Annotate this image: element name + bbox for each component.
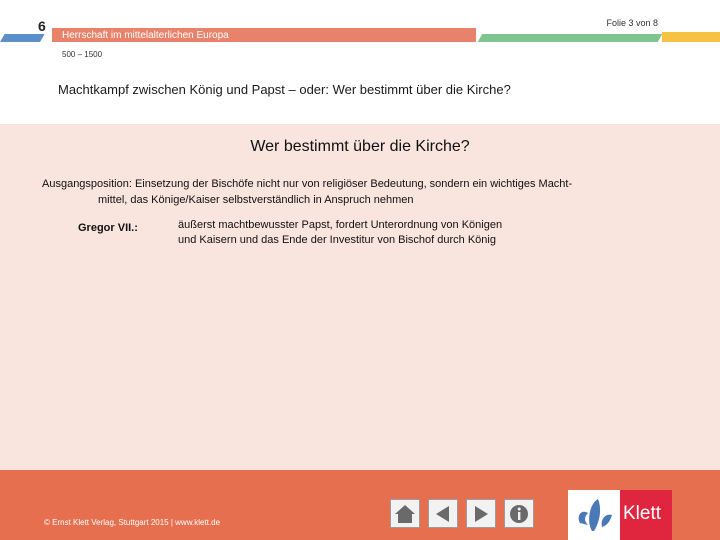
- chapter-number: 6: [38, 18, 46, 34]
- info-icon: [508, 503, 530, 525]
- klett-logo-text: Klett: [623, 503, 662, 524]
- intro-line-2: mittel, das Könige/Kaiser selbstverständlich in Anspruch nehmen: [98, 194, 414, 206]
- copyright-text: © Ernst Klett Verlag, Stuttgart 2015 | www.klett.de: [44, 518, 221, 527]
- intro-line-1: Ausgangsposition: Einsetzung der Bischöfe nicht nur von religiöser Bedeutung, sondern ein wichtiges Macht-: [42, 178, 573, 190]
- previous-icon: [432, 503, 454, 525]
- next-icon: [470, 503, 492, 525]
- info-button[interactable]: [504, 499, 534, 528]
- person-description: [178, 218, 558, 248]
- person-description-line-1: äußerst machtbewusster Papst, fordert Unterordnung von Königen: [178, 219, 503, 231]
- decorative-stripe-green: [478, 34, 663, 42]
- person-description-line-2: und Kaisern und das Ende der Investitur von Bischof durch König: [178, 234, 496, 246]
- page-title: Machtkampf zwischen König und Papst – oder: Wer bestimmt über die Kirche?: [58, 82, 511, 97]
- next-button[interactable]: [466, 499, 496, 528]
- home-button[interactable]: [390, 499, 420, 528]
- previous-button[interactable]: [428, 499, 458, 528]
- intro-text: [42, 176, 642, 208]
- decorative-stripe-blue: [0, 34, 45, 42]
- home-icon: [393, 503, 417, 525]
- klett-logo: [568, 490, 672, 540]
- klett-leaf-icon: [572, 493, 620, 537]
- decorative-stripe-yellow: [662, 32, 720, 42]
- person-name: Gregor VII.:: [78, 222, 138, 234]
- era-label: 500 – 1500: [62, 50, 103, 59]
- slide-counter: Folie 3 von 8: [606, 18, 658, 28]
- panel-heading: Wer bestimmt über die Kirche?: [250, 138, 470, 155]
- subject-title: Herrschaft im mittelalterlichen Europa: [62, 30, 229, 41]
